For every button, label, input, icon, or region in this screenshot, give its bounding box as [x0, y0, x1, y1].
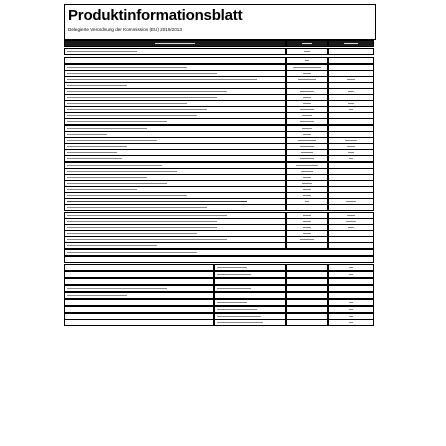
table-cell: [214, 264, 286, 271]
table-cell: [328, 285, 374, 292]
illegible-text: [305, 201, 309, 202]
table-cell: [64, 242, 286, 249]
table-cell: [64, 48, 286, 55]
illegible-text: [217, 309, 257, 310]
illegible-text: [217, 302, 247, 303]
illegible-text: [303, 221, 311, 222]
illegible-text: [346, 201, 356, 202]
table-cell: [64, 264, 214, 271]
table-cell: [64, 299, 214, 306]
illegible-text: [300, 158, 314, 159]
table-row: [64, 278, 376, 284]
illegible-text: [300, 146, 314, 147]
illegible-text: [346, 221, 356, 222]
sheet-header: [64, 4, 376, 40]
table-cell: [64, 319, 214, 326]
illegible-text: [349, 322, 353, 323]
illegible-text: [293, 67, 321, 68]
illegible-text: [347, 215, 355, 216]
table-cell: [214, 292, 286, 299]
illegible-text: [348, 152, 354, 153]
illegible-text: [296, 165, 318, 166]
illegible-text: [303, 103, 311, 104]
table-cell: [286, 299, 328, 306]
illegible-text: [67, 121, 167, 122]
table-cell: [328, 155, 374, 162]
illegible-text: [344, 43, 358, 44]
table-cell: [286, 285, 328, 292]
table-cell: [286, 48, 328, 55]
table-cell: [328, 278, 374, 285]
illegible-text: [67, 67, 187, 68]
table-cell: [286, 204, 328, 211]
table-cell: [64, 306, 214, 313]
illegible-text: [217, 267, 247, 268]
illegible-text: [67, 189, 137, 190]
illegible-text: [348, 91, 354, 92]
table-cell: [286, 40, 328, 47]
table-row: [64, 319, 376, 325]
illegible-text: [302, 183, 312, 184]
table-cell: [286, 118, 328, 125]
table-cell: [328, 40, 374, 47]
illegible-text: [298, 79, 316, 80]
table-row: [64, 249, 376, 255]
table-cell: [328, 271, 374, 278]
illegible-text: [301, 171, 313, 172]
illegible-text: [67, 79, 257, 80]
table-row: [64, 299, 376, 305]
table-cell: [214, 319, 286, 326]
illegible-text: [67, 171, 177, 172]
table-cell: [328, 306, 374, 313]
illegible-text: [303, 73, 311, 74]
table-cell: [286, 264, 328, 271]
table-cell: [64, 271, 214, 278]
illegible-text: [302, 115, 312, 116]
illegible-text: [300, 109, 314, 110]
illegible-text: [67, 245, 157, 246]
illegible-text: [300, 239, 314, 240]
illegible-text: [348, 227, 354, 228]
illegible-text: [67, 221, 217, 222]
illegible-text: [347, 79, 355, 80]
illegible-text: [67, 215, 227, 216]
illegible-text: [300, 121, 314, 122]
table-cell: [64, 292, 214, 299]
table-row: [64, 40, 376, 46]
table-row: [64, 285, 376, 291]
illegible-text: [304, 51, 310, 52]
illegible-text: [303, 189, 311, 190]
illegible-text: [300, 91, 314, 92]
table-cell: [64, 57, 286, 64]
table-cell: [214, 285, 286, 292]
illegible-text: [155, 43, 195, 44]
illegible-text: [303, 215, 311, 216]
table-cell: [214, 306, 286, 313]
illegible-text: [67, 288, 167, 289]
illegible-text: [67, 97, 217, 98]
illegible-text: [217, 316, 261, 317]
table-cell: [328, 292, 374, 299]
illegible-text: [217, 322, 263, 323]
table-cell: [286, 292, 328, 299]
table-cell: [64, 278, 214, 285]
illegible-text: [67, 51, 137, 52]
table-row: [64, 57, 376, 63]
illegible-text: [349, 109, 353, 110]
illegible-text: [302, 128, 312, 129]
illegible-text: [348, 103, 354, 104]
illegible-text: [67, 146, 127, 147]
table-row: [64, 204, 376, 210]
illegible-text: [302, 43, 312, 44]
illegible-text: [349, 316, 353, 317]
illegible-text: [303, 233, 311, 234]
table-cell: [286, 242, 328, 249]
illegible-text: [67, 227, 217, 228]
illegible-text: [301, 152, 313, 153]
table-cell: [64, 285, 214, 292]
illegible-text: [303, 177, 311, 178]
illegible-text: [67, 252, 197, 253]
illegible-text: [347, 146, 355, 147]
table-row: [64, 292, 376, 298]
table-cell: [328, 57, 374, 64]
table-cell: [64, 40, 286, 47]
illegible-text: [349, 267, 353, 268]
table-cell: [328, 118, 374, 125]
table-cell: [64, 204, 286, 211]
illegible-text: [349, 274, 353, 275]
illegible-text: [67, 85, 127, 86]
sheet-title: Produktinformationsblatt: [68, 7, 243, 24]
illegible-text: [67, 134, 107, 135]
illegible-text: [67, 115, 197, 116]
illegible-text: [67, 152, 117, 153]
illegible-text: [303, 97, 311, 98]
sheet-subtitle: Delegierte Verordnung der Kommission (EU) 2019/2013: [68, 27, 182, 32]
table-cell: [64, 256, 374, 263]
illegible-text: [303, 134, 311, 135]
illegible-text: [67, 233, 197, 234]
illegible-text: [67, 195, 187, 196]
illegible-text: [349, 302, 353, 303]
table-cell: [286, 319, 328, 326]
illegible-text: [298, 140, 316, 141]
illegible-text: [217, 274, 251, 275]
table-row: [64, 155, 376, 161]
illegible-text: [217, 288, 251, 289]
table-cell: [286, 155, 328, 162]
illegible-text: [349, 309, 353, 310]
table-cell: [328, 264, 374, 271]
illegible-text: [67, 165, 162, 166]
table-cell: [328, 299, 374, 306]
table-cell: [286, 271, 328, 278]
table-row: [64, 306, 376, 312]
illegible-text: [67, 158, 122, 159]
illegible-text: [67, 201, 247, 202]
illegible-text: [67, 140, 157, 141]
table-cell: [286, 57, 328, 64]
illegible-text: [67, 177, 147, 178]
illegible-text: [67, 103, 187, 104]
table-cell: [214, 299, 286, 306]
illegible-text: [67, 239, 227, 240]
table-cell: [64, 249, 374, 256]
table-row: [64, 48, 376, 54]
table-row: [64, 256, 376, 262]
table-cell: [286, 278, 328, 285]
table-cell: [328, 48, 374, 55]
table-row: [64, 271, 376, 277]
illegible-text: [67, 109, 207, 110]
table-cell: [64, 155, 286, 162]
illegible-text: [345, 140, 357, 141]
product-information-sheet: [64, 4, 376, 440]
illegible-text: [349, 158, 353, 159]
table-row: [64, 118, 376, 124]
illegible-text: [67, 73, 217, 74]
illegible-text: [67, 207, 207, 208]
illegible-text: [305, 60, 309, 61]
table-cell: [214, 271, 286, 278]
illegible-text: [303, 195, 311, 196]
illegible-text: [67, 295, 127, 296]
illegible-text: [303, 227, 311, 228]
table-cell: [328, 242, 374, 249]
illegible-text: [67, 128, 147, 129]
table-cell: [328, 204, 374, 211]
table-row: [64, 264, 376, 270]
illegible-text: [67, 183, 167, 184]
illegible-text: [67, 91, 227, 92]
table-cell: [214, 278, 286, 285]
table-row: [64, 242, 376, 248]
table-cell: [328, 319, 374, 326]
table-cell: [64, 118, 286, 125]
table-cell: [286, 306, 328, 313]
